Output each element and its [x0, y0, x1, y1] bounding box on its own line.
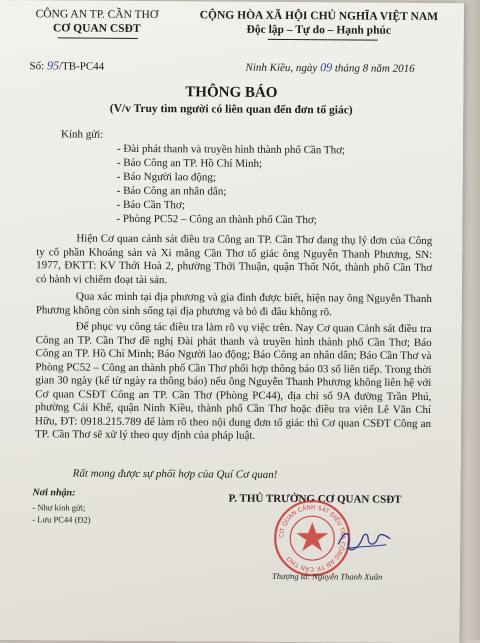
recipients-label: Nơi nhận: [32, 487, 76, 499]
recipients-note: - Như kính gửi; [32, 502, 86, 513]
recipient-item: - Báo Công an nhân dân; [116, 184, 227, 198]
body-paragraph: Hiện Cơ quan cảnh sát điều tra Công an TP. Cần Thơ đang thụ lý đơn của Công ty cổ phần Khoáng sản và Xi măng Cần Thơ tố giác ông Nguyễn Thanh Phương, SN: 1977, ĐKTT: KV Thới Hoà 2, phường Thới Thuận, quận Thốt Nốt, thành phố Cần Thơ có hành vi chiếm đoạt tài sản. [36, 232, 433, 286]
agency-underline [58, 37, 138, 39]
recipients-note: - Lưu PC44 (Đ2) [32, 514, 91, 525]
recipient-item: - Báo Công an TP. Hồ Chí Minh; [116, 156, 263, 170]
signer-title: P. THỦ TRƯỞNG CƠ QUAN CSĐT [228, 492, 402, 506]
nation-line-1: CỘNG HÒA XÃ HỘI CHỦ NGHĨA VIỆT NAM [199, 9, 439, 24]
nation-motto: Độc lập – Tự do – Hạnh phúc [246, 23, 392, 37]
agency-line-2: CƠ QUAN CSĐT [52, 22, 141, 35]
reference-number [29, 58, 104, 74]
recipient-item: - Báo Cần Thơ; [116, 198, 185, 212]
motto-underline [268, 39, 378, 41]
date-day-handwritten: 09 [320, 60, 333, 75]
document-title: THÔNG BÁO [185, 84, 278, 101]
ref-suffix: /TB-PC44 [58, 60, 105, 73]
recipient-item: - Báo Người lao động; [116, 170, 216, 184]
agency-line-1: CÔNG AN TP. CẦN THƠ [35, 8, 159, 22]
recipient-item: - Đài phát thanh và truyền hình thành phố Cần Thơ; [116, 142, 346, 157]
seal-text: CƠ QUAN CẢNH SÁT ĐIỀU TRA CÔNG AN TP. CẦN THƠ [278, 504, 347, 573]
salutation: Kính gửi: [61, 128, 104, 141]
signature-icon [334, 524, 394, 554]
signer-name: Thượng tá: Nguyễn Thanh Xuân [271, 570, 383, 582]
body-paragraph: Qua xác minh tại địa phương và gia đình được biết, hiện nay ông Nguyễn Thanh Phương không còn sinh sống tại địa phương và bỏ đi đâu không rõ. [35, 290, 432, 318]
date-place: Ninh Kiều, ngày [245, 61, 318, 75]
recipient-item: - Phòng PC52 – Công an thành phố Cần Thơ; [116, 212, 317, 227]
closing-line: Rất mong được sự phối hợp của Quí Cơ quan! [72, 467, 278, 481]
date-rest: tháng 8 năm 2016 [334, 62, 415, 75]
body-paragraph: Để phục vụ công tác điều tra làm rõ vụ việc trên. Nay Cơ quan Cảnh sát điều tra Công an TP. Cần Thơ đề nghị Đài phát thanh và truyền hình thành phố Cần Thơ; Báo Công an TP. Hồ Chí Minh; Báo Người lao động; Báo Công an nhân dân; Báo Cần Thơ và Phòng PC52 – Công an thành phố Cần Thơ phối hợp thông báo 03 số liên tiếp. Trong thời gian 30 ngày (kể từ ngày ra thông báo) nếu ông Nguyễn Thanh Phương không liên hệ với Cơ quan CSĐT Công an TP. Cần Thơ (Phòng PC44), địa chỉ số 9A đường Trần Phú, phường Cái Khế, quận Ninh Kiều, thành phố Cần Thơ hoặc điều tra viên Lê Văn Chí Hữu, ĐT: 0918.215.789 để làm rõ theo nội dung đơn tố giác thì Cơ quan CSĐT Công an TP. Cần Thơ sẽ xử lý theo quy định của pháp luật. [34, 320, 432, 442]
ref-number-handwritten: 95 [46, 58, 60, 73]
seal-star-icon [296, 522, 328, 551]
document-date [245, 60, 414, 76]
ref-prefix: Số: [29, 60, 45, 73]
document-subtitle: (V/v Truy tìm người có liên quan đến đơn tố giác) [109, 102, 353, 117]
